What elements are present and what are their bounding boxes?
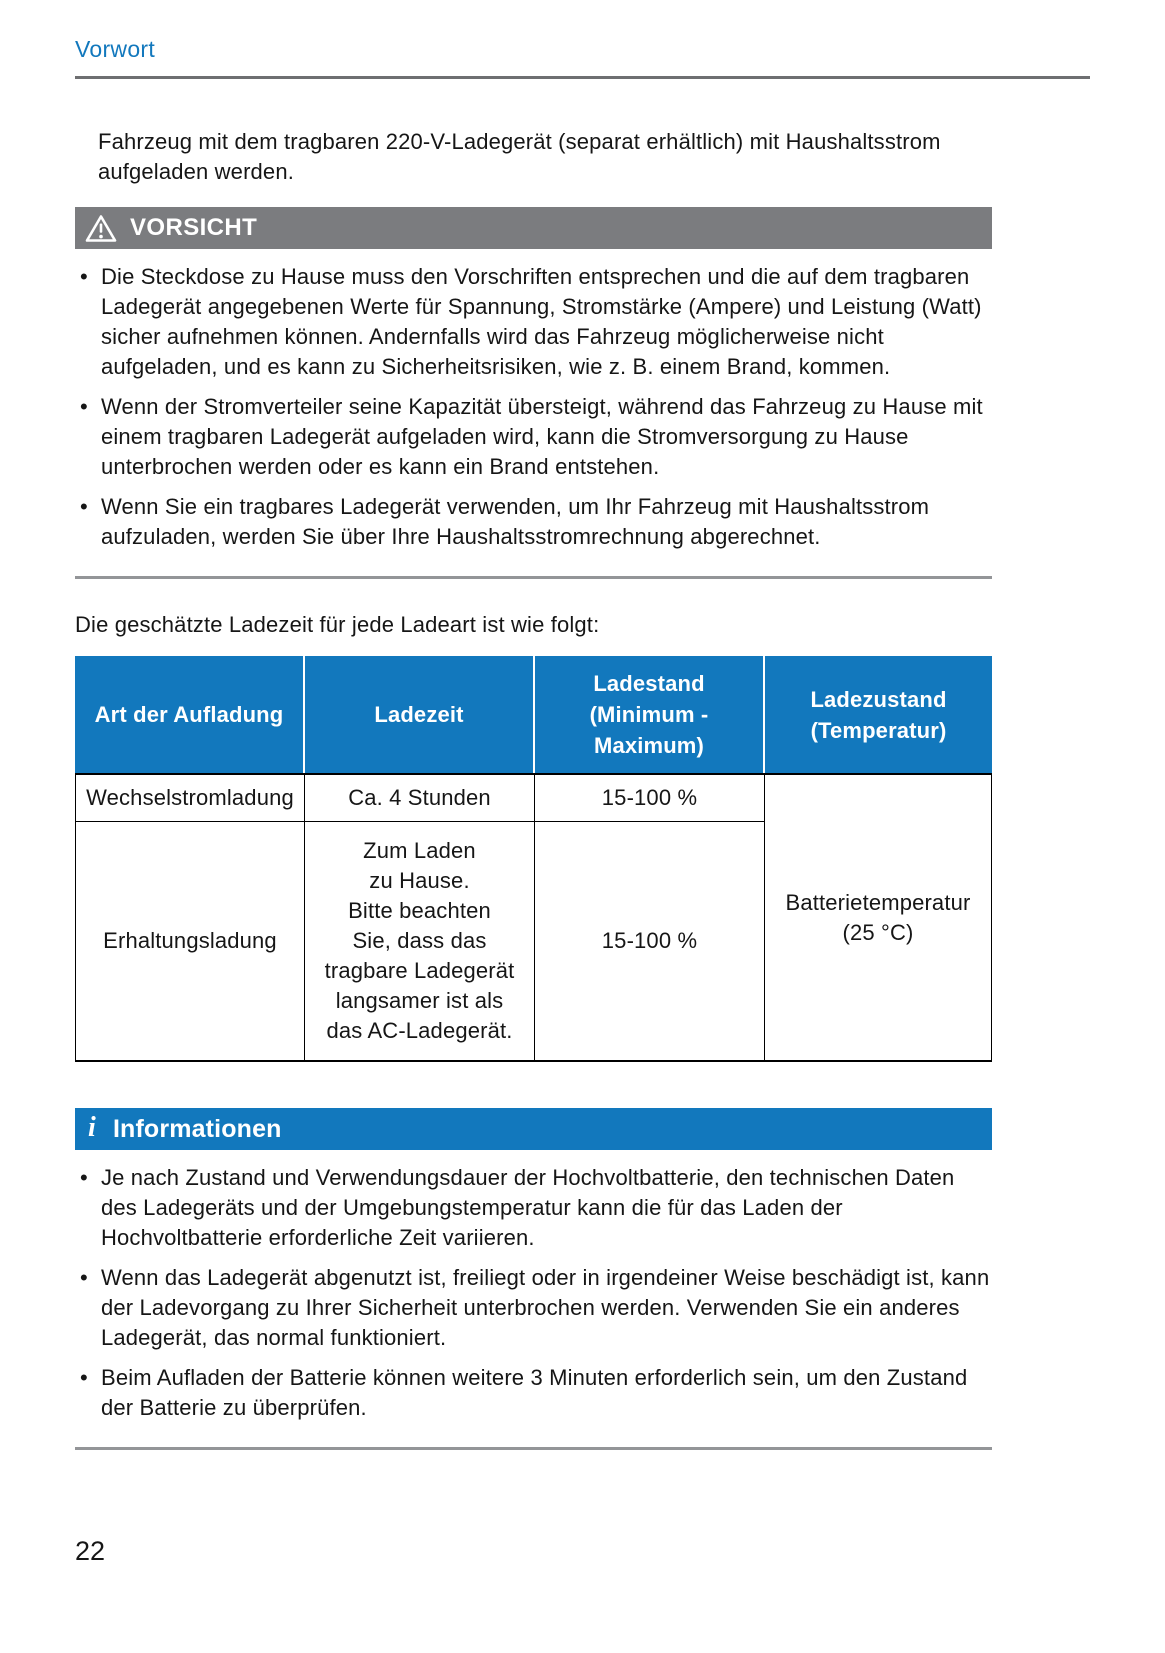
warning-triangle-icon <box>85 214 117 243</box>
cell-charge-time: Ca. 4 Stunden <box>305 773 535 822</box>
chapter-title: Vorwort <box>75 36 156 62</box>
column-header-charge-type: Art der Aufladung <box>75 656 305 773</box>
page-footer <box>75 1536 1090 1653</box>
list-item: • Je nach Zustand und Verwendungsdauer der Hochvoltbatterie, den technischen Daten des Ladegeräts und der Umgebungstemperatur kann die für das Laden der Hochvoltbatterie erforderliche Zeit variieren. <box>75 1163 992 1253</box>
cell-battery-temperature: Batterietemperatur (25 °C) <box>765 773 992 1062</box>
section-divider <box>75 1447 992 1450</box>
list-item: • Beim Aufladen der Batterie können weitere 3 Minuten erforderlich sein, um den Zustand der Batterie zu überprüfen. <box>75 1363 992 1423</box>
page-content <box>75 79 992 1450</box>
list-item: • Wenn Sie ein tragbares Ladegerät verwenden, um Ihr Fahrzeug mit Haushaltsstrom aufzuladen, werden Sie über Ihre Haushaltsstromrechnung abgerechnet. <box>75 492 992 552</box>
cell-charge-time: Zum Laden zu Hause. Bitte beachten Sie, dass das tragbare Ladegerät langsamer ist als das AC-Ladegerät. <box>305 822 535 1062</box>
cell-charge-level: 15-100 % <box>535 773 765 822</box>
page-number: 22 <box>75 1536 106 1566</box>
table-row <box>75 773 992 822</box>
info-icon: i <box>88 1111 96 1143</box>
page-header <box>75 36 1090 79</box>
caution-list <box>75 262 992 552</box>
column-header-charge-time: Ladezeit <box>305 656 535 773</box>
section-divider <box>75 576 992 579</box>
information-banner-title: Informationen <box>112 1115 282 1143</box>
table-intro-text: Die geschätzte Ladezeit für jede Ladeart ist wie folgt: <box>75 612 600 637</box>
list-item: • Wenn das Ladegerät abgenutzt ist, freiliegt oder in irgendeiner Weise beschädigt ist, kann der Ladevorgang zu Ihrer Sicherheit unterbrochen werden. Verwenden Sie ein anderes Ladegerät, das normal funktioniert. <box>75 1263 992 1353</box>
charging-time-table <box>75 656 992 1062</box>
list-item: • Wenn der Stromverteiler seine Kapazität übersteigt, während das Fahrzeug zu Hause mit einem tragbaren Ladegerät aufgeladen wird, kann die Stromversorgung zu Hause unterbrochen werden oder es kann ein Brand entstehen. <box>75 392 992 482</box>
intro-paragraph: Fahrzeug mit dem tragbaren 220-V-Ladegerät (separat erhältlich) mit Haushaltsstrom aufgeladen werden. <box>98 129 941 184</box>
column-header-charge-condition: Ladezustand (Temperatur) <box>765 656 992 773</box>
information-banner <box>75 1108 992 1150</box>
caution-banner <box>75 207 992 249</box>
cell-charge-type: Wechselstromladung <box>75 773 305 822</box>
cell-charge-type: Erhaltungsladung <box>75 822 305 1062</box>
table-header-row <box>75 656 992 773</box>
caution-banner-title: VORSICHT <box>130 214 258 241</box>
column-header-charge-level: Ladestand (Minimum - Maximum) <box>535 656 765 773</box>
list-item: • Die Steckdose zu Hause muss den Vorschriften entsprechen und die auf dem tragbaren Ladegerät angegebenen Werte für Spannung, Stromstärke (Ampere) und Leistung (Watt) sicher aufnehmen können. Andernfalls wird das Fahrzeug möglicherweise nicht aufgeladen, und es kann zu Sicherheitsrisiken, wie z. B. einem Brand, kommen. <box>75 262 992 382</box>
information-list <box>75 1163 992 1423</box>
cell-charge-level: 15-100 % <box>535 822 765 1062</box>
